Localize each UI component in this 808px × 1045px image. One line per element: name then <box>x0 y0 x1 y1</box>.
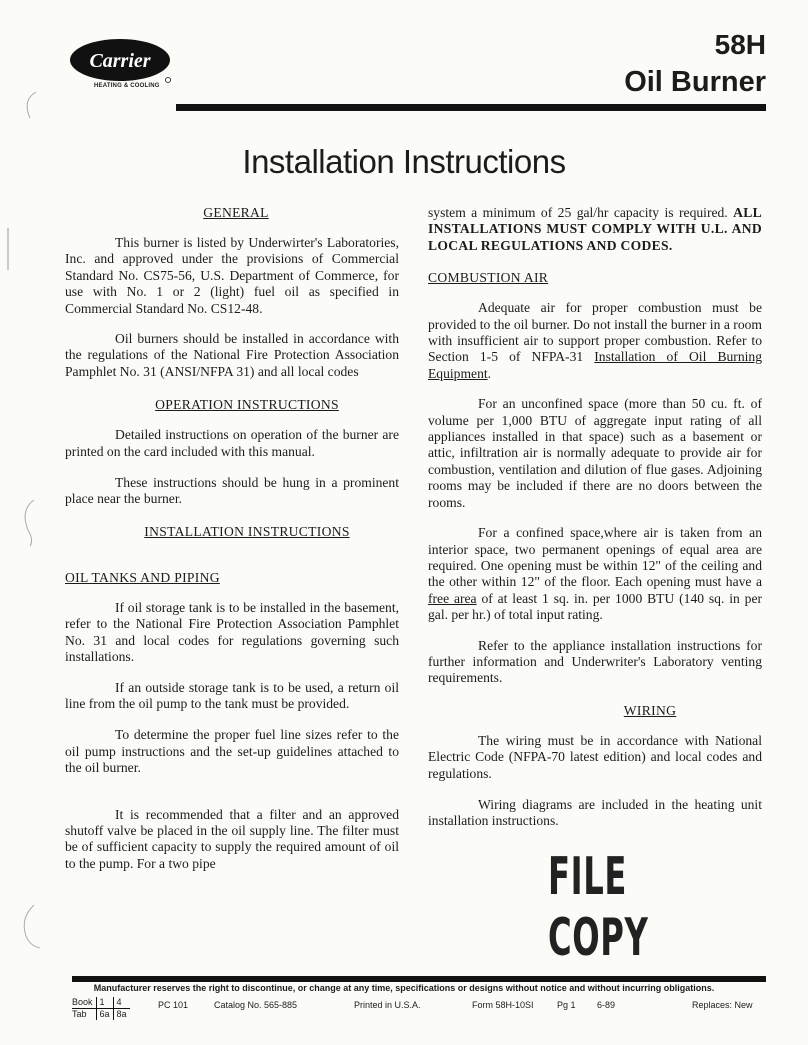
oil-paragraph-4: It is recommended that a filter and an approved shutoff valve be placed in the oil supply line. The filter must be of sufficient capacity to supply the required amount of oil to the pump. For a two pipe <box>65 806 399 871</box>
product-name: Oil Burner <box>624 66 766 98</box>
print-date: 6-89 <box>597 1000 616 1010</box>
header-rule <box>176 104 766 111</box>
oil-paragraph-2: If an outside storage tank is to be used, a return oil line from the oil pump to the tank must be provided. <box>65 679 399 711</box>
combustion-paragraph-3 <box>428 525 762 623</box>
compliance-warning: ALL INSTALLATIONS MUST COMPLY WITH U.L. AND LOCAL REGULATIONS AND CODES. <box>428 205 763 253</box>
book-number-1: 1 <box>96 997 113 1009</box>
combustion-paragraph-2: For an unconfined space (more than 50 cu. ft. of volume per 1,000 BTU of aggregate input rating of all appliances installed in that space) such as a basement or attic, infiltration air is normally adequate to provide air for combustion, ventilation and dilution of flue gases. Adjoining rooms may be included if there are no doors between the rooms. <box>428 396 762 510</box>
general-paragraph-2: Oil burners should be installed in accordance with the regulations of the National Fire Protection Association Pamphlet No. 31 (ANSI/NFPA 31) and all local codes <box>65 331 399 379</box>
heading-oil-tanks: OIL TANKS AND PIPING <box>65 569 220 585</box>
logo-tagline: HEATING & COOLING <box>94 83 160 89</box>
tab-label: Tab <box>72 1009 87 1019</box>
oil-paragraph-3: To determine the proper fuel line sizes refer to the oil pump instructions and the set-up guidelines attached to the oil burner. <box>65 727 399 776</box>
oil-paragraph-1: If oil storage tank is to be installed in the basement, refer to the National Fire Protection Association Pamphlet No. 31 and local codes for regulations governing such installations. <box>65 599 399 665</box>
wiring-paragraph-1: The wiring must be in accordance with National Electric Code (NFPA-70 latest edition) and local codes and regulations. <box>428 732 762 781</box>
book-tab-index <box>72 997 130 1020</box>
continued-sentence: system a minimum of 25 gal/hr capacity is required. <box>428 205 728 220</box>
model-number: 58H <box>714 29 766 60</box>
general-paragraph-1: This burner is listed by Underwirter's Laboratories, Inc. and approved under the provisions of Commercial Standard No. CS75-56, U.S. Department of Commerce, for use with No. 1 or 2 (light) fuel oil as specified in Commercial Standard No. CS12-48. <box>65 235 399 316</box>
printed-in: Printed in U.S.A. <box>354 1000 421 1010</box>
combustion-paragraph-1-text: Adequate air for proper combustion must be provided to the oil burner. Do not install the burner in a room with insufficient air to support proper combustion. Refer to Section 1-5 of NFPA-31 <box>428 300 762 365</box>
form-number: Form 58H-10SI <box>472 1000 534 1010</box>
heading-general: GENERAL <box>203 205 269 220</box>
wiring-paragraph-2: Wiring diagrams are included in the heating unit installation instructions. <box>428 796 762 829</box>
book-number-2: 4 <box>113 997 130 1009</box>
continued-text <box>428 205 762 254</box>
pc-code: PC 101 <box>158 1000 189 1010</box>
footer-notice: Manufacturer reserves the right to discontinue, or change at any time, specifications or designs without notice and without incurring obligations. <box>93 983 715 993</box>
combustion-paragraph-3-a: For a confined space,where air is taken from an interior space, two permanent openings of equal area are required. One opening must be within 12" of the ceiling and the other within 12" of the floor. Each opening must have a <box>428 525 762 590</box>
operation-paragraph-2: These instructions should be hung in a prominent place near the burner. <box>65 475 399 507</box>
right-column <box>428 205 762 830</box>
logo-wordmark: Carrier <box>89 50 151 72</box>
carrier-logo <box>68 38 178 96</box>
free-area-term: free area <box>428 590 477 606</box>
page-number: Pg 1 <box>557 1000 576 1010</box>
left-column <box>65 205 399 872</box>
stamp-copy: COPY <box>548 908 649 968</box>
combustion-paragraph-1: Adequate air for proper combustion must be provided to the oil burner. Do not install the burner in a room with insufficient air to support proper combustion. Refer to Section 1-5 of NFPA-31 Installation of Oil Burning Equipment. <box>428 300 763 381</box>
heading-installation: INSTALLATION INSTRUCTIONS <box>144 523 350 539</box>
combustion-paragraph-3-b: of at least 1 sq. in. per 1000 BTU (140 sq. in per gal. per hr.) of total input rating. <box>428 590 762 623</box>
combustion-paragraph-4: Refer to the appliance installation instructions for further information and Underwriter's Laboratory venting requirements. <box>428 637 762 686</box>
operation-paragraph-1: Detailed instructions on operation of the burner are printed on the card included with this manual. <box>65 427 399 459</box>
book-label: Book <box>72 997 96 1009</box>
catalog-number: Catalog No. 565-885 <box>214 1000 298 1010</box>
heading-combustion-air: COMBUSTION AIR <box>428 270 549 286</box>
replaces-note: Replaces: New <box>692 1000 753 1010</box>
tab-number-1: 6a <box>96 1009 113 1021</box>
page-title: Installation Instructions <box>242 143 566 180</box>
tab-number-2: 8a <box>113 1009 130 1021</box>
heading-operation: OPERATION INSTRUCTIONS <box>155 397 339 413</box>
stamp-file: FILE <box>548 847 628 907</box>
heading-wiring: WIRING <box>623 702 677 718</box>
nfpa-reference-link: Installation of Oil Burning Equipment <box>428 349 763 381</box>
